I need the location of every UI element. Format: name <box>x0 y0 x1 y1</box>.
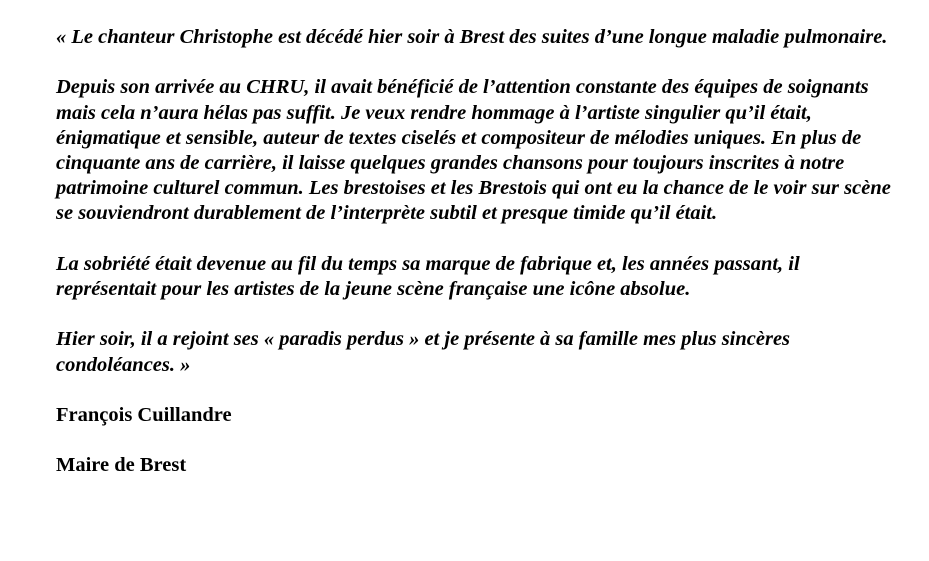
press-statement-document <box>56 25 891 504</box>
statement-paragraph-4: Hier soir, il a rejoint ses « paradis perdus » et je présente à sa famille mes plus sincères condoléances. » <box>56 328 791 376</box>
statement-paragraph-3: La sobriété était devenue au fil du temps sa marque de fabrique et, les années passant, il représentait pour les artistes de la jeune scène française une icône absolue. <box>56 252 800 300</box>
signature-title: Maire de Brest <box>56 454 187 477</box>
statement-paragraph-1: « Le chanteur Christophe est décédé hier soir à Brest des suites d’une longue maladie pulmonaire. <box>56 26 888 48</box>
signature-name: François Cuillandre <box>56 403 232 426</box>
statement-paragraph-2: Depuis son arrivée au CHRU, il avait bénéficié de l’attention constante des équipes de soignants mais cela n’aura hélas pas suffit. Je veux rendre hommage à l’artiste singulier qu’il était, énigmatique et sensible, auteur de textes ciselés et compositeur de mélodies uniques. En plus de cinquante ans de carrière, il laisse quelques grandes chansons pour toujours inscrites à notre patrimoine culturel commun. Les brestoises et les Brestois qui ont eu la chance de le voir sur scène se souviendront durablement de l’interprète subtil et presque timide qu’il était. <box>56 76 891 225</box>
statement-body <box>56 25 891 378</box>
